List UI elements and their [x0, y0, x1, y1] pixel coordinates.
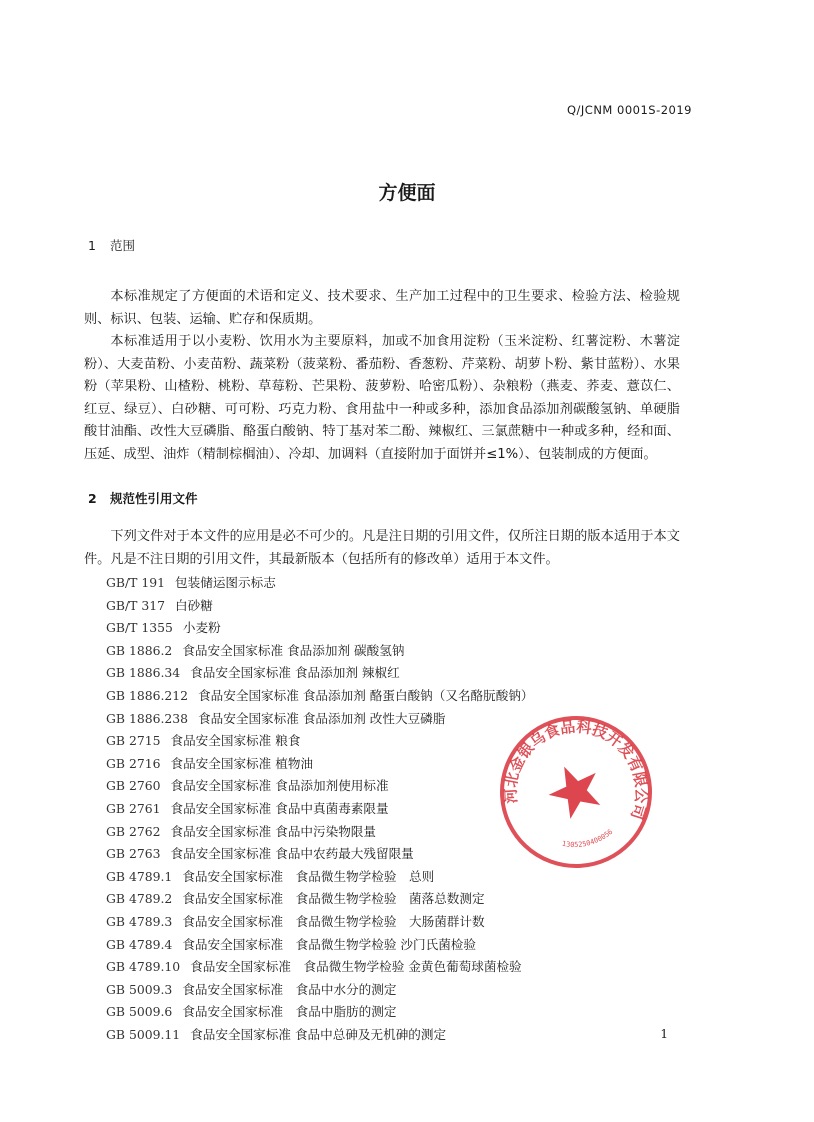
reference-code: GB 2715 — [106, 733, 161, 749]
reference-item — [106, 730, 534, 753]
reference-title: 食品安全国家标准 食品中总砷及无机砷的测定 — [190, 1026, 447, 1042]
reference-title: 食品安全国家标准 食品中污染物限量 — [170, 823, 376, 839]
reference-code: GB 4789.4 — [106, 936, 173, 952]
section-title: 范围 — [110, 238, 136, 253]
reference-title: 食品安全国家标准 食品中水分的测定 — [182, 981, 397, 997]
standard-code: Q/JCNM 0001S-2019 — [566, 103, 692, 117]
reference-code: GB 4789.10 — [106, 959, 181, 975]
page-number: 1 — [660, 1027, 668, 1041]
reference-item — [106, 572, 534, 595]
reference-item — [106, 775, 534, 798]
reference-item — [106, 843, 534, 866]
reference-code: GB 5009.6 — [106, 1004, 173, 1020]
reference-code: GB/T 191 — [106, 575, 166, 590]
reference-item — [106, 595, 534, 618]
section-number: 1 — [88, 238, 96, 253]
reference-item — [106, 911, 534, 934]
document-title: 方便面 — [378, 182, 436, 204]
reference-title: 食品安全国家标准 食品中真菌毒素限量 — [170, 800, 389, 816]
reference-item — [106, 798, 534, 821]
section-1-heading — [88, 236, 135, 254]
reference-code: GB 1886.212 — [106, 687, 189, 703]
reference-code: GB/T 317 — [106, 597, 166, 613]
reference-title: 食品安全国家标准 食品中脂肪的测定 — [182, 1004, 397, 1020]
reference-title: 白砂糖 — [175, 597, 213, 613]
reference-item — [106, 617, 534, 640]
reference-title: 食品安全国家标准 食品添加剂使用标准 — [170, 778, 389, 794]
reference-code: GB 2761 — [106, 800, 161, 816]
reference-code: GB 4789.1 — [106, 868, 173, 884]
reference-code: GB 2763 — [106, 846, 161, 862]
reference-title: 食品安全国家标准 食品添加剂 辣椒红 — [190, 665, 400, 681]
reference-item — [106, 821, 534, 844]
seal-number: 1305250400056 — [561, 827, 615, 850]
reference-code: GB 4789.3 — [106, 913, 173, 929]
seal-star-icon — [541, 756, 609, 823]
reference-code: GB 5009.3 — [106, 981, 173, 997]
reference-item — [106, 866, 534, 889]
section-title: 规范性引用文件 — [110, 491, 198, 506]
reference-title: 食品安全国家标准 食品微生物学检验 总则 — [182, 868, 435, 884]
reference-title: 食品安全国家标准 食品微生物学检验 沙门氏菌检验 — [182, 936, 476, 952]
section-1-paragraph-1: 本标准规定了方便面的术语和定义、技术要求、生产加工过程中的卫生要求、检验方法、检验规则、标识、包装、运输、贮存和保质期。 — [84, 289, 680, 327]
reference-code: GB/T 1355 — [106, 620, 173, 636]
reference-item — [106, 753, 534, 776]
reference-code: GB 5009.11 — [106, 1026, 181, 1042]
reference-item — [106, 640, 534, 663]
reference-title: 食品安全国家标准 食品添加剂 碳酸氢钠 — [182, 642, 405, 658]
company-seal-stamp — [496, 712, 656, 872]
reference-code: GB 2762 — [106, 823, 161, 839]
section-2-paragraph-1: 下列文件对于本文件的应用是必不可少的。凡是注日期的引用文件，仅所注日期的版本适用于本文件。凡是不注日期的引用文件，其最新版本（包括所有的修改单）适用于本文件。 — [84, 529, 680, 567]
reference-item — [106, 1001, 534, 1024]
reference-code: GB 2716 — [106, 755, 161, 771]
reference-code: GB 1886.2 — [106, 642, 173, 658]
reference-code: GB 2760 — [106, 778, 161, 794]
reference-item — [106, 685, 534, 708]
reference-title: 食品安全国家标准 植物油 — [170, 755, 314, 771]
reference-item — [106, 708, 534, 731]
reference-item — [106, 934, 534, 957]
normative-references-list — [106, 572, 534, 1046]
reference-code: GB 1886.34 — [106, 665, 181, 681]
reference-title: 食品安全国家标准 食品添加剂 酪蛋白酸钠（又名酪朊酸钠） — [198, 687, 534, 703]
reference-title: 食品安全国家标准 粮食 — [170, 733, 301, 749]
reference-title: 食品安全国家标准 食品添加剂 改性大豆磷脂 — [198, 710, 446, 726]
section-number: 2 — [88, 491, 97, 506]
reference-title: 食品安全国家标准 食品微生物学检验 金黄色葡萄球菌检验 — [190, 959, 522, 975]
reference-title: 包装储运图示标志 — [175, 575, 276, 590]
reference-item — [106, 1024, 534, 1047]
reference-title: 食品安全国家标准 食品微生物学检验 菌落总数测定 — [182, 891, 485, 907]
reference-title: 食品安全国家标准 食品微生物学检验 大肠菌群计数 — [182, 913, 485, 929]
reference-title: 小麦粉 — [182, 620, 221, 636]
reference-title: 食品安全国家标准 食品中农药最大残留限量 — [170, 846, 414, 862]
reference-code: GB 4789.2 — [106, 891, 173, 907]
seal-text: 河北金银乌食品科技开发有限公司 — [501, 717, 651, 822]
reference-item — [106, 956, 534, 979]
reference-item — [106, 888, 534, 911]
reference-item — [106, 979, 534, 1002]
reference-code: GB 1886.238 — [106, 710, 189, 726]
reference-item — [106, 662, 534, 685]
section-1-paragraph-2: 本标准适用于以小麦粉、饮用水为主要原料，加或不加食用淀粉（玉米淀粉、红薯淀粉、木薯淀粉）、大麦苗粉、小麦苗粉、蔬菜粉（菠菜粉、番茄粉、香葱粉、芹菜粉、胡萝卜粉、紫甘蓝粉）、水果粉（苹果粉、山楂粉、桃粉、草莓粉、芒果粉、菠萝粉、哈密瓜粉）、杂粮粉（燕麦、荞麦、薏苡仁、红豆、绿豆）、白砂糖、可可粉、巧克力粉、食用盐中一种或多种，添加食品添加剂碳酸氢钠、单硬脂酸甘油酯、改性大豆磷脂、酪蛋白酸钠、特丁基对苯二酚、辣椒红、三氯蔗糖中一种或多种，经和面、压延、成型、油炸（精制棕榈油）、冷却、加调料（直接附加于面饼并≤1%）、包装制成的方便面。 — [84, 334, 680, 462]
section-2-heading — [88, 489, 198, 507]
